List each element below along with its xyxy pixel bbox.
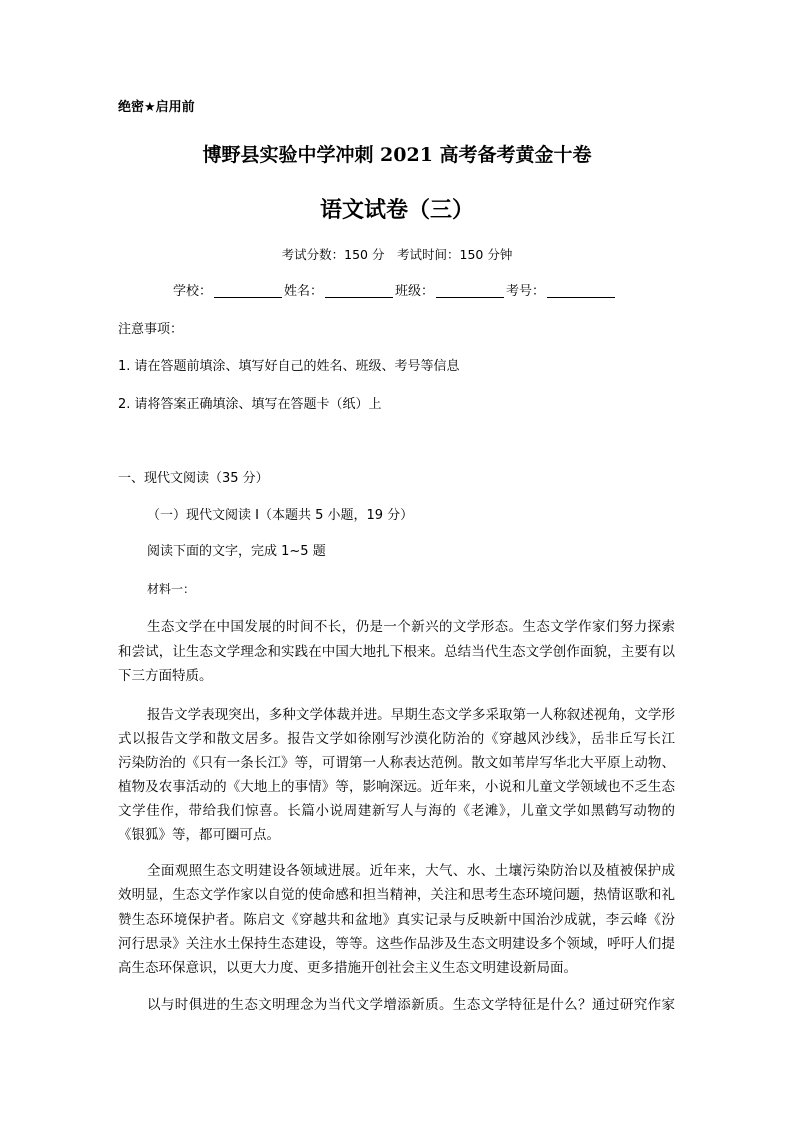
exam-series-title: 博野县实验中学冲刺 2021 高考备考黄金十卷 bbox=[202, 144, 592, 166]
notice-item: 2. 请将答案正确填涂、填写在答题卡（纸）上 bbox=[118, 397, 382, 412]
passage-line: 效明显，生态文学作家以自觉的使命感和担当精神，关注和思考生态环境问题，热情讴歌和礼 bbox=[118, 887, 675, 904]
passage-line: 污染防治的《只有一条长江》等，可谓第一人称表达范例。散文如苇岸写华北大平原上动物、 bbox=[118, 755, 675, 771]
passage-line: 高生态环保意识，以更大力度、更多措施开创社会主义生态文明建设新局面。 bbox=[118, 960, 577, 977]
notice-item: 1. 请在答题前填涂、填写好自己的姓名、班级、考号等信息 bbox=[118, 359, 460, 374]
subsection-title: （一）现代文阅读 I（本题共 5 小题，19 分） bbox=[147, 508, 414, 523]
passage-line: 《银狐》等，都可圈可点。 bbox=[118, 827, 280, 843]
school-blank bbox=[214, 283, 282, 298]
exam-number-field bbox=[506, 283, 617, 301]
passage-paragraph bbox=[118, 859, 675, 980]
exam-number-label: 考号： bbox=[506, 284, 546, 299]
class-blank bbox=[436, 283, 504, 298]
name-blank bbox=[325, 283, 393, 298]
passage-line: 报告文学表现突出，多种文学体裁并进。早期生态文学多采取第一人称叙述视角，文学形 bbox=[147, 707, 675, 723]
passage-line: 文学佳作，带给我们惊喜。长篇小说周建新写人与海的《老滩》，儿童文学如黑鹤写动物的 bbox=[118, 803, 675, 819]
passage-line: 赞生态环境保护者。陈启文《穿越共和盆地》真实记录与反映新中国治沙成就，李云峰《汾 bbox=[118, 911, 675, 928]
exam-number-blank bbox=[547, 283, 615, 298]
passage-line: 下三方面特质。 bbox=[118, 668, 213, 684]
reading-instruction: 阅读下面的文字，完成 1~5 题 bbox=[147, 544, 326, 559]
paper-title: 语文试卷（三） bbox=[319, 197, 474, 223]
passage-line: 式以报告文学和散文居多。报告文学如徐刚写沙漠化防治的《穿越风沙线》，岳非丘写长江 bbox=[118, 731, 675, 747]
school-label: 学校： bbox=[173, 284, 213, 299]
exam-info: 考试分数：150 分 考试时间：150 分钟 bbox=[281, 247, 513, 262]
passage-line: 以与时俱进的生态文明理念为当代文学增添新质。生态文学特征是什么？通过研究作家 bbox=[147, 997, 675, 1013]
class-label: 班级： bbox=[395, 284, 435, 299]
passage-line: 生态文学在中国发展的时间不长，仍是一个新兴的文学形态。生态文学作家们努力探索 bbox=[147, 619, 675, 635]
class-field bbox=[395, 283, 506, 301]
passage-paragraph bbox=[118, 703, 675, 847]
passage-line: 和尝试，让生态文学理念和实践在中国大地扎下根来。总结当代生态文学创作面貌，主要有以 bbox=[118, 643, 675, 660]
notice-title: 注意事项： bbox=[118, 322, 184, 337]
name-label: 姓名： bbox=[284, 284, 324, 299]
confidential-label: 绝密★启用前 bbox=[118, 100, 195, 115]
passage-paragraph bbox=[118, 615, 675, 689]
school-field bbox=[173, 283, 284, 301]
passage-line: 全面观照生态文明建设各领域进展。近年来，大气、水、土壤污染防治以及植被保护成 bbox=[147, 863, 675, 879]
material-label: 材料一： bbox=[147, 582, 196, 596]
student-info-fields bbox=[173, 283, 617, 301]
name-field bbox=[284, 283, 395, 301]
passage-paragraph bbox=[118, 993, 675, 1017]
passage-line: 植物及农事活动的《大地上的事情》等，影响深远。近年来，小说和儿童文学领域也不乏生态 bbox=[118, 779, 675, 795]
passage-line: 河行思录》关注水土保持生态建设，等等。这些作品涉及生态文明建设多个领域，呼吁人们提 bbox=[118, 935, 675, 952]
section-title: 一、现代文阅读（35 分） bbox=[118, 471, 269, 486]
